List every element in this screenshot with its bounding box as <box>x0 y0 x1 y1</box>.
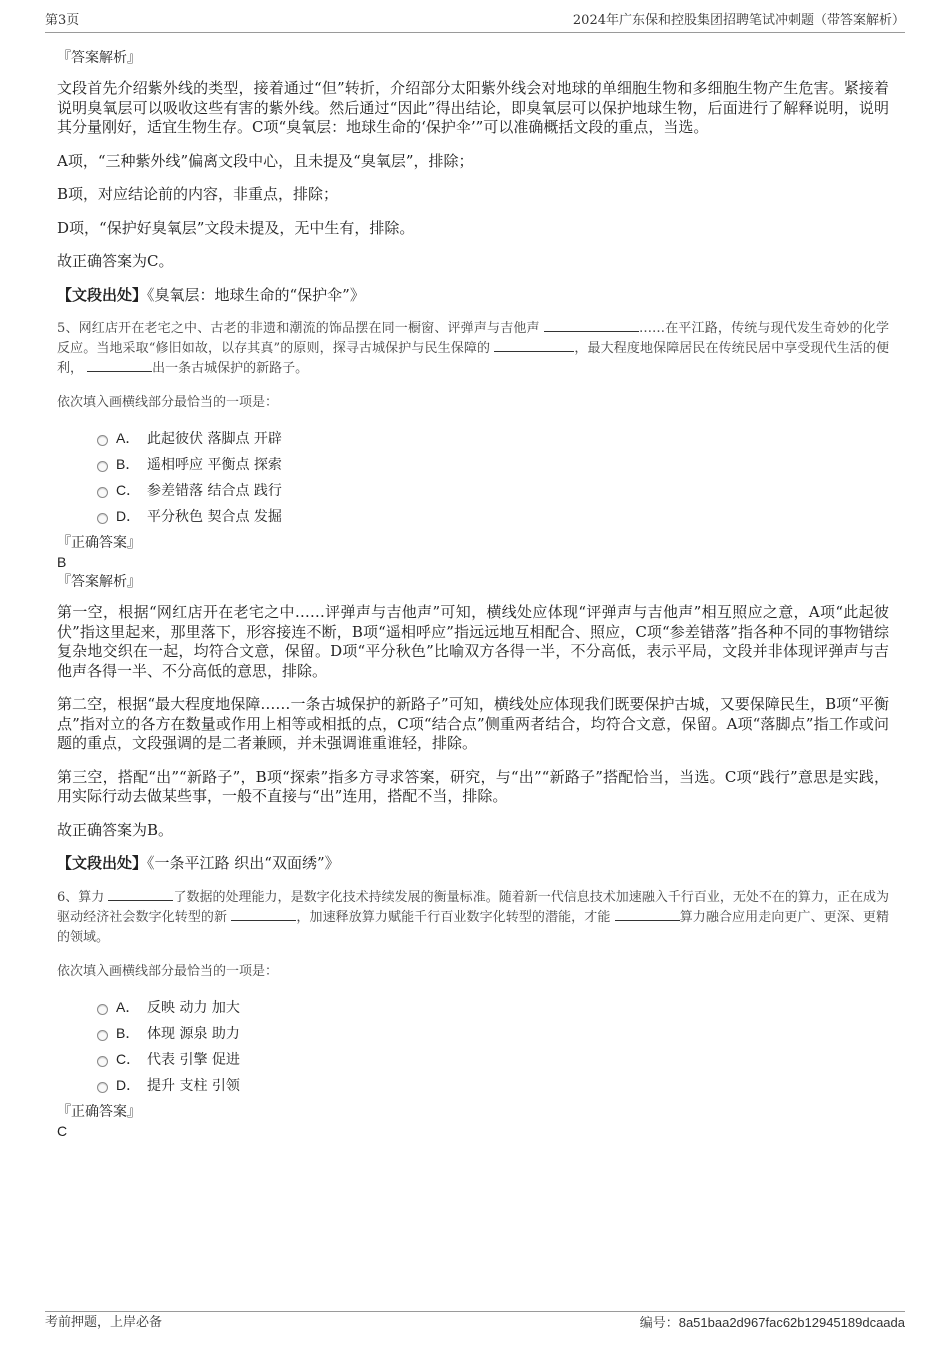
stem-text: 了数据的处理能力，是数字化技术持续发展的衡量标准。随着新一代信息技术加速融入千行百业，无处不在的算力，正在成为驱动经济社会数字化转型的新 <box>57 889 889 925</box>
blank-2 <box>494 339 574 352</box>
analysis-paragraph: D项，“保护好臭氧层”文段未提及，无中生有，排除。 <box>57 218 415 237</box>
source-title: 《臭氧层：地球生命的“保护伞”》 <box>147 285 365 304</box>
stem-text: 网红店开在老宅之中、古老的非遗和潮流的饰品摆在同一橱窗、评弹声与吉他声 <box>78 321 545 336</box>
document-id-label: 编号： <box>639 1316 679 1331</box>
question-6 <box>57 888 889 1141</box>
option-list <box>57 425 889 529</box>
analysis-paragraph: B项，对应结论前的内容，非重点，排除； <box>57 185 339 203</box>
question-number: 5、 <box>57 321 79 336</box>
question-stem <box>57 319 889 379</box>
question-prompt: 依次填入画横线部分最恰当的一项是： <box>57 963 279 979</box>
blank-3 <box>615 908 680 921</box>
option-letter: D． <box>116 1076 141 1093</box>
analysis-paragraph: 文段首先介绍紫外线的类型，接着通过“但”转折，介绍部分太阳紫外线会对地球的单细胞生物和多细胞生物产生危害。紧接着说明臭氧层可以吸收这些有害的紫外线。然后通过“因此”得出结论，即臭氧层可以保护地球生物，后面进行了解释说明，说明其分量刚好，适宜生物生存。C项“臭氧层：地球生命的‘保护伞’”可以准确概括文段的重点，当选。 <box>57 79 889 136</box>
document-id <box>640 1313 905 1334</box>
analysis-conclusion: 故正确答案为C。 <box>57 252 174 270</box>
stem-text: 出一条古城保护的新路子。 <box>152 361 309 376</box>
option-text: 提升 支柱 引领 <box>147 1077 240 1094</box>
document-title: 2024年广东保和控股集团招聘笔试冲刺题（带答案解析） <box>572 13 905 28</box>
radio-button[interactable] <box>97 461 108 472</box>
question-prompt: 依次填入画横线部分最恰当的一项是： <box>57 395 279 410</box>
option-letter: C． <box>116 482 141 498</box>
stem-text: 算力融合应用走向更广、更深、更精的领域。 <box>57 909 889 945</box>
option-text: 遥相呼应 平衡点 探索 <box>147 457 282 473</box>
analysis-conclusion: 故正确答案为B。 <box>57 820 174 839</box>
option-text: 参差错落 结合点 践行 <box>147 483 282 499</box>
option-text: 此起彼伏 落脚点 开辟 <box>147 431 282 447</box>
stem-text: ……在平江路，传统与现代发生奇妙的化学反应。当地采取“修旧如故，以存其真”的原则，探寻古城保护与民生保障的 <box>57 321 889 356</box>
option-text: 体现 源泉 助力 <box>147 1025 240 1042</box>
option-text: 反映 动力 加大 <box>147 999 240 1016</box>
correct-answer-label: 『正确答案』 <box>57 535 141 551</box>
radio-button[interactable] <box>97 1030 108 1041</box>
source-citation <box>57 854 889 874</box>
analysis-label: 『答案解析』 <box>57 50 141 66</box>
radio-button[interactable] <box>97 513 108 524</box>
blank-1 <box>108 888 173 901</box>
source-label: 【文段出处】 <box>57 854 148 872</box>
radio-button[interactable] <box>97 1056 108 1067</box>
radio-button[interactable] <box>97 435 108 446</box>
stem-text: ，加速释放算力赋能千行百业数字化转型的潜能，才能 <box>296 909 615 925</box>
blank-1 <box>544 319 639 332</box>
option-a[interactable] <box>97 425 889 451</box>
analysis-paragraph: A项，“三种紫外线”偏离文段中心，且未提及“臭氧层”，排除； <box>57 151 474 170</box>
option-letter: D． <box>116 508 141 524</box>
option-text: 代表 引擎 促进 <box>147 1051 240 1068</box>
option-a[interactable] <box>97 994 889 1020</box>
stem-text: 算力 <box>78 889 109 905</box>
source-title: 《一条平江路 织出“双面绣”》 <box>147 854 340 872</box>
analysis-paragraph: 第二空，根据“最大程度地保障……一条古城保护的新路子”可知，横线处应体现我们既要保护古城，又要保障民生，B项“平衡点”指对立的各方在数量或作用上相等或相抵的点，C项“结合点”侧重两者结合，均符合文意，保留。A项“落脚点”指工作或问题的重点，文段强调的是二者兼顾，并未强调谁重谁轻，排除。 <box>57 695 889 752</box>
page-number: 第3页 <box>45 13 80 28</box>
radio-button[interactable] <box>97 1004 108 1015</box>
option-text: 平分秋色 契合点 发掘 <box>147 509 282 525</box>
page-header <box>45 12 905 33</box>
page-footer <box>45 1311 905 1334</box>
source-citation <box>57 286 889 306</box>
document-id-value: 8a51baa2d967fac62b12945189dcaada <box>678 1315 905 1330</box>
stem-text: ，最大程度地保障居民在传统民居中享受现代生活的便利， <box>57 341 889 376</box>
option-b[interactable] <box>97 451 889 477</box>
correct-answer-label: 『正确答案』 <box>57 1103 141 1120</box>
question-stem <box>57 888 889 948</box>
option-letter: A． <box>116 998 140 1015</box>
analysis-paragraph: 第一空，根据“网红店开在老宅之中……评弹声与吉他声”可知，横线处应体现“评弹声与吉他声”相互照应之意，A项“此起彼伏”指这里起来，那里落下，形容接连不断，B项“遥相呼应”指远远地互相配合、照应，C项“参差错落”指各种不同的事物错综复杂地交织在一起，均符合文意，保留。D项“平分秋色”比喻双方各得一半，不分高低，表示平局，文段并非体现评弹声与吉他声各得一半、不分高低的意思，排除。 <box>57 603 889 680</box>
correct-answer-value: B <box>57 554 67 570</box>
option-letter: B． <box>116 456 140 472</box>
question-5 <box>57 319 889 874</box>
blank-3 <box>87 359 152 372</box>
option-b[interactable] <box>97 1020 889 1046</box>
option-d[interactable] <box>97 503 889 529</box>
correct-answer-value: C <box>57 1122 68 1139</box>
source-label: 【文段出处】 <box>57 285 148 304</box>
analysis-paragraph: 第三空，搭配“出”“新路子”，B项“探索”指多方寻求答案，研究，与“出”“新路子”搭配恰当，当选。C项“践行”意思是实践，用实际行动去做某些事，一般不直接与“出”连用，搭配不当，排除。 <box>57 767 889 805</box>
option-letter: A． <box>116 430 140 446</box>
page-content <box>57 48 889 1141</box>
option-c[interactable] <box>97 1046 889 1072</box>
option-letter: C． <box>116 1050 141 1067</box>
option-c[interactable] <box>97 477 889 503</box>
question-number: 6、 <box>57 889 79 905</box>
radio-button[interactable] <box>97 487 108 498</box>
footer-slogan: 考前押题，上岸必备 <box>45 1315 163 1330</box>
blank-2 <box>231 908 296 921</box>
radio-button[interactable] <box>97 1082 108 1093</box>
option-list <box>57 994 889 1098</box>
option-d[interactable] <box>97 1072 889 1098</box>
option-letter: B． <box>116 1024 140 1041</box>
analysis-label: 『答案解析』 <box>57 574 141 590</box>
prev-answer-analysis <box>57 48 889 305</box>
